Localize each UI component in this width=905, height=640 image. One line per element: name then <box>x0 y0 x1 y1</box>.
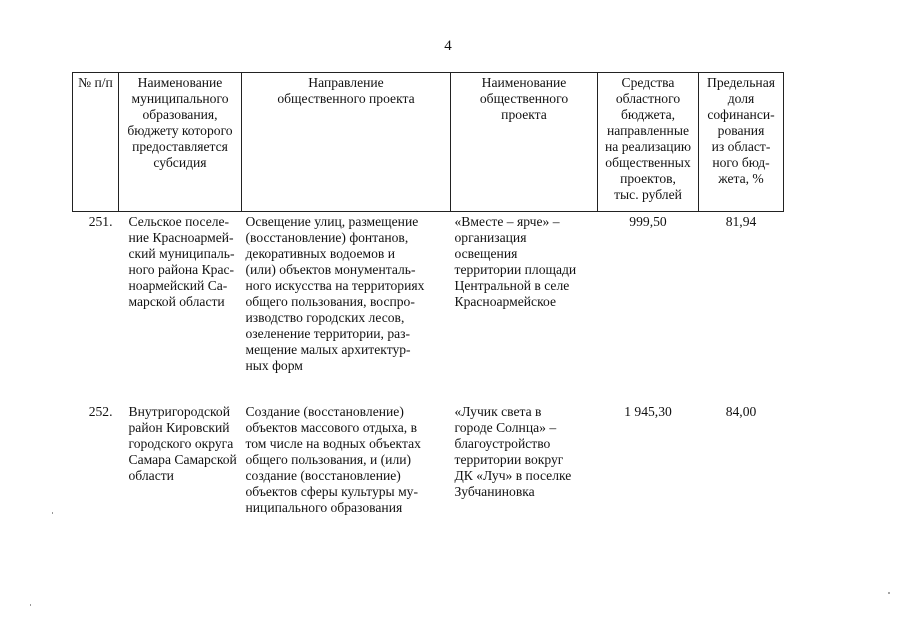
row-municipality: Внутригородской район Кировский городского округа Самара Самарской области <box>128 404 237 483</box>
page-number: 4 <box>444 38 452 54</box>
table-header <box>73 73 784 212</box>
scan-speck <box>888 592 890 594</box>
header-number: № п/п <box>73 73 119 212</box>
header-municipality: Наименование муниципального образования, бюджету которого предоставляется субсидия <box>119 73 242 212</box>
header-direction: Направление общественного проекта <box>242 73 451 212</box>
scan-speck <box>30 604 31 606</box>
scan-speck <box>52 512 53 514</box>
row-share: 84,00 <box>725 404 757 419</box>
row-number: 251. <box>88 214 113 229</box>
table-row <box>73 402 784 516</box>
row-funds: 999,50 <box>629 214 667 229</box>
header-project: Наименование общественного проекта <box>451 73 598 212</box>
row-direction: Освещение улиц, размещение (восстановление) фонтанов, декоративных водоемов и (или) объектов монументаль- ного искусства на территориях общего пользования, воспро- изводство городских лесов, озеленение территории, раз- мещение малых архитектур- ных форм <box>245 214 425 373</box>
row-funds: 1 945,30 <box>624 404 672 419</box>
row-municipality: Сельское поселе- ние Красноармей- ский муниципаль- ного района Крас- ноармейский Са- марской области <box>128 214 235 309</box>
header-share: Предельная доля софинанси- рования из област- ного бюд- жета, % <box>699 73 784 212</box>
row-project: «Вместе – ярче» – организация освещения территории площади Центральной в селе Красноармейское <box>454 214 577 309</box>
row-share: 81,94 <box>725 214 757 229</box>
subsidy-table <box>72 72 784 516</box>
row-direction: Создание (восстановление) объектов массового отдыха, в том числе на водных объектах общего пользования, и (или) создание (восстановление) объектов сферы культуры му- ниципального образования <box>245 404 421 515</box>
table-row <box>73 212 784 403</box>
row-number: 252. <box>88 404 113 419</box>
row-project: «Лучик света в городе Солнца» – благоустройство территории вокруг ДК «Луч» в поселке Зубчаниновка <box>454 404 572 499</box>
header-funds: Средства областного бюджета, направленные на реализацию общественных проектов, тыс. рублей <box>598 73 699 212</box>
